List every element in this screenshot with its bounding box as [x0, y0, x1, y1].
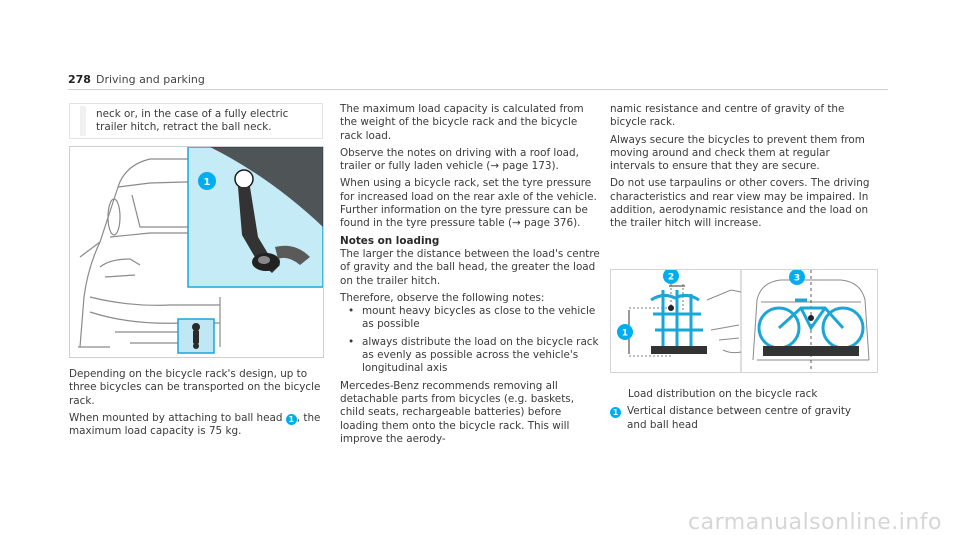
- paragraph: Mercedes-Benz recommends removing all detachable parts from bicycles (e.g. baskets, child seats, rechargeable batteries) before loading them onto the bicycle rack. This will improve the aerody-: [340, 379, 574, 445]
- legend-item: [610, 405, 872, 432]
- figure-load-distribution: [610, 269, 878, 373]
- paragraph: Depending on the bicycle rack's design, up to three bicycles can be transported on the bicycle rack.: [69, 368, 321, 407]
- paragraph: The larger the distance between the load's centre of gravity and the ball head, the greater the load on the trailer hitch.: [340, 247, 600, 287]
- paragraph: Observe the notes on driving with a roof load, trailer or fully laden vehicle (→ page 173).: [340, 146, 579, 173]
- paragraph: [69, 412, 324, 439]
- marker-1-icon: 1: [610, 407, 621, 418]
- list-item-text: mount heavy bicycles as close to the vehicle as possible: [362, 305, 596, 331]
- sub-heading: Notes on loading: [340, 234, 440, 247]
- figure1-marker: 1: [203, 177, 211, 188]
- list-item: [348, 336, 600, 376]
- vehicle-rear-illustration: [70, 147, 323, 357]
- note-text: neck or, in the case of a fully electric trailer hitch, retract the ball neck.: [96, 108, 289, 134]
- note-bar: [80, 106, 86, 136]
- bullet-icon: •: [348, 305, 355, 318]
- column-3: [610, 103, 872, 231]
- paragraph: namic resistance and centre of gravity of the bicycle rack.: [610, 103, 845, 129]
- marker-1-icon: 1: [286, 414, 297, 425]
- list-item: [348, 305, 600, 332]
- note-box: [69, 103, 323, 139]
- bullet-icon: •: [348, 335, 355, 348]
- list-item-text: always distribute the load on the bicycle rack as evenly as possible across the vehicle's longitudinal axis: [362, 335, 599, 375]
- column-2: [340, 103, 600, 446]
- paragraph: Therefore, observe the following notes:: [340, 291, 545, 304]
- paragraph: Always secure the bicycles to prevent them from moving around and check them at regular intervals to ensure that they are secure.: [610, 133, 865, 173]
- caption-title: Load distribution on the bicycle rack: [628, 388, 818, 400]
- figure2-marker-2: 2: [667, 272, 675, 283]
- watermark: carmanualsonline.info: [688, 509, 942, 535]
- text-fragment: , the maximum load capacity is 75 kg.: [69, 411, 321, 438]
- figure-vehicle-rear: [69, 146, 324, 358]
- paragraph: When using a bicycle rack, set the tyre pressure for increased load on the rear axle of the vehicle. Further information on the tyre pressure can be found in the tyre pressure table (→ page 376).: [340, 177, 597, 230]
- text-fragment: When mounted by attaching to ball head: [69, 411, 286, 424]
- page-number: 278: [68, 73, 91, 86]
- section-title: Driving and parking: [96, 73, 205, 86]
- paragraph: The maximum load capacity is calculated from the weight of the bicycle rack and the bicycle rack load.: [340, 103, 584, 142]
- figure-caption: [610, 388, 872, 432]
- paragraph: Do not use tarpaulins or other covers. The driving characteristics and rear view may be impaired. In addition, aerodynamic resistance and the load on the trailer hitch will increase.: [610, 177, 870, 230]
- load-distribution-illustration: [611, 270, 877, 372]
- figure2-marker-1: 1: [621, 328, 629, 339]
- figure2-marker-3: 3: [793, 273, 801, 284]
- column-1: [69, 368, 324, 438]
- legend-text: Vertical distance between centre of gravity and ball head: [627, 405, 852, 431]
- page-header: [68, 73, 888, 90]
